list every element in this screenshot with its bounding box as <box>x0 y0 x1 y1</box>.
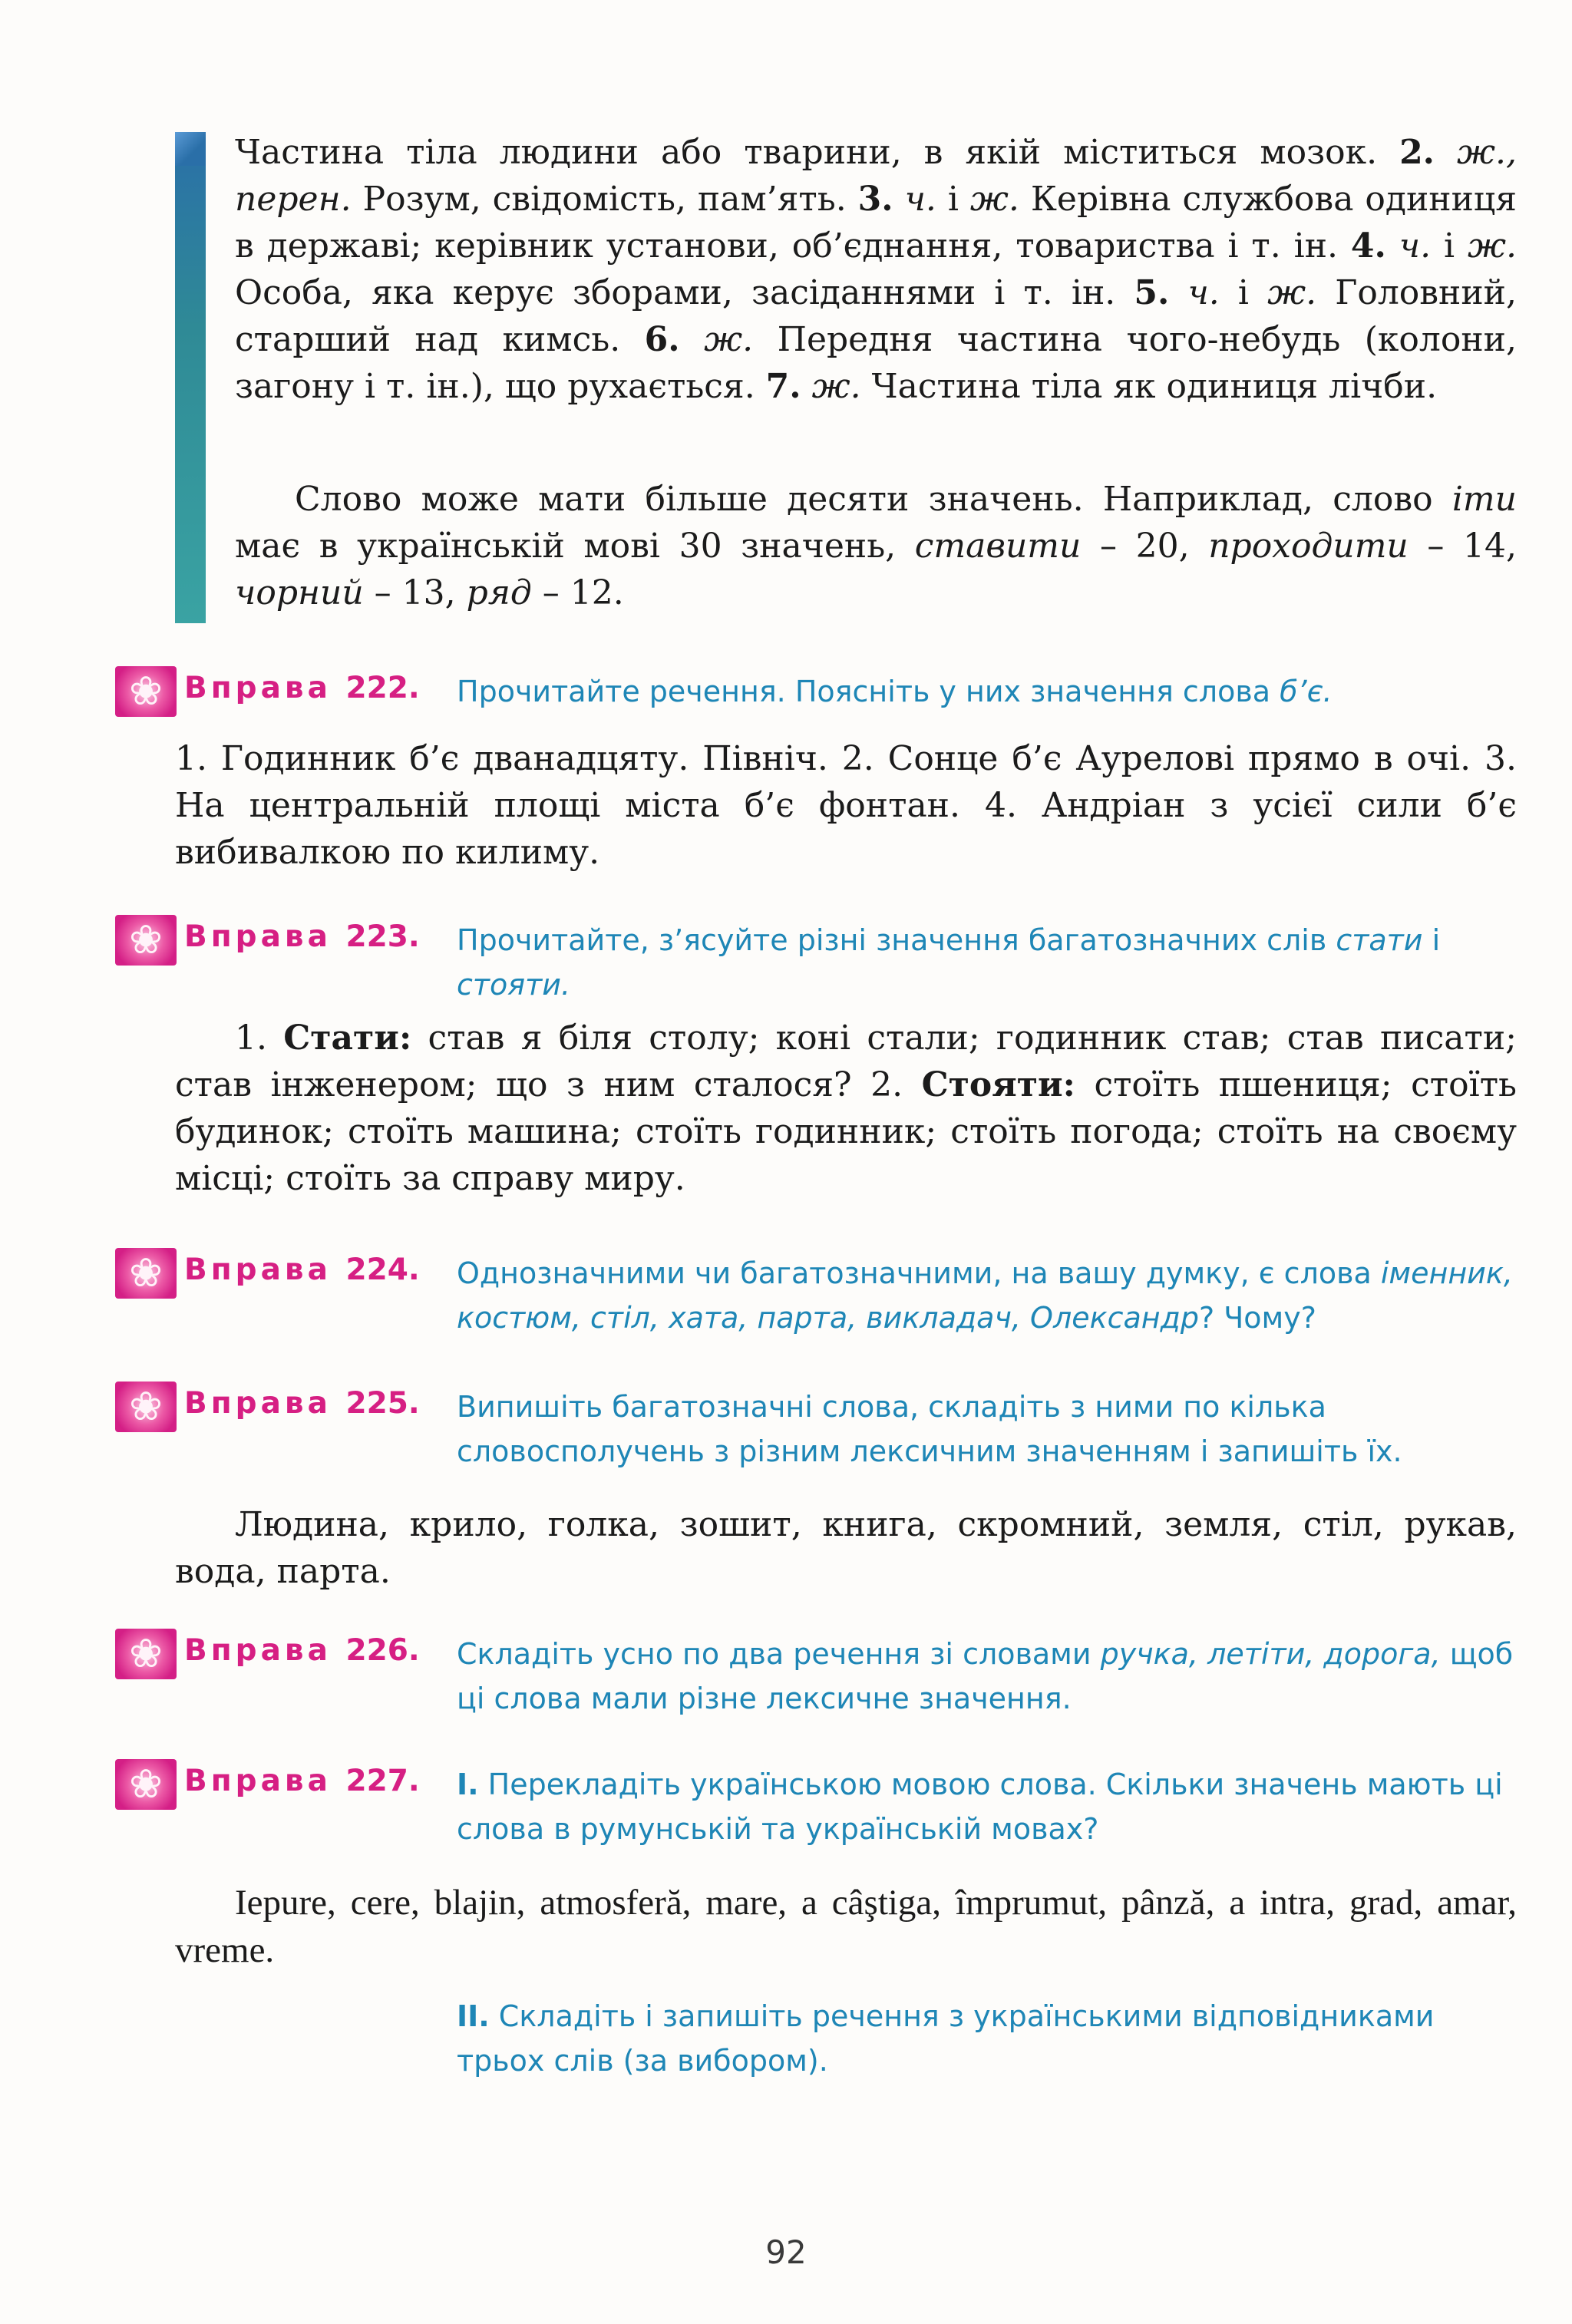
exercise-label: Вправа <box>184 1764 332 1798</box>
flower-icon <box>115 1382 177 1432</box>
exercise-number: 226. <box>345 1633 420 1668</box>
flower-icon <box>115 915 177 966</box>
paragraph-meanings: Слово може мати більше десяти значень. Наприклад, слово іти має в українській мові 30 значень, ставити – 20, проходити – 14, чорний – 13, ряд – 12. <box>235 480 1517 612</box>
exercise-number: 227. <box>345 1764 420 1798</box>
side-bar <box>175 132 206 623</box>
flower-icon <box>115 666 177 717</box>
exercise-223-header <box>115 915 1520 1007</box>
exercise-task: Прочитайте, з’ясуйте різні значення багатозначних слів стати і стояти. <box>457 923 1441 1002</box>
exercise-number: 224. <box>345 1253 420 1287</box>
exercise-task: Прочитайте речення. Поясніть у них значення слова б’є. <box>457 675 1333 708</box>
exercise-225-body: Людина, крило, голка, зошит, книга, скромний, земля, стіл, рукав, вода, парта. <box>175 1505 1517 1591</box>
exercise-227-words: Iepure, cere, blajin, atmosferă, mare, a câştiga, împrumut, pânză, a intra, grad, amar, vreme. <box>175 1883 1517 1970</box>
exercise-number: 225. <box>345 1386 420 1421</box>
exercise-number: 223. <box>345 919 420 954</box>
definition-text: Частина тіла людини або тварини, в якій міститься мозок. 2. ж., перен. Розум, свідомість, пам’ять. 3. ч. і ж. Керівна службова одиниця в державі; керівник установи, об’єднання, товариства і т. ін. 4. ч. і ж. Особа, яка керує зборами, засіданнями і т. ін. 5. ч. і ж. Головний, старший над кимсь. 6. ж. Передня частина чого-небудь (колони, загону і т. ін.), що рухається. 7. ж. Частина тіла як одиниця лічби. <box>235 133 1517 406</box>
exercise-task: Однозначними чи багатозначними, на вашу думку, є слова іменник, костюм, стіл, хата, парта, викладач, Олександр? Чому? <box>457 1256 1513 1335</box>
exercise-task: I. Перекладіть українською мовою слова. Скільки значень мають ці слова в румунській та українській мовах? <box>457 1768 1503 1846</box>
exercise-227-task-2: II. Складіть і запишіть речення з українськими відповідниками трьох слів (за вибором). <box>457 1999 1435 2078</box>
exercise-226-header <box>115 1629 1520 1721</box>
exercise-227-header <box>115 1759 1520 1851</box>
flower-icon <box>115 1248 177 1299</box>
exercise-label: Вправа <box>184 671 332 705</box>
exercise-label: Вправа <box>184 919 332 954</box>
exercise-223-body: 1. Стати: став я біля столу; коні стали; годинник став; став писати; став інженером; що з ним сталося? 2. Стояти: стоїть пшениця; стоїть будинок; стоїть машина; стоїть годинник; стоїть погода; стоїть на своєму місці; стоїть за справу миру. <box>175 1018 1517 1198</box>
page-number: 92 <box>765 2233 807 2271</box>
flower-icon <box>115 1759 177 1810</box>
exercise-task: Випишіть багатозначні слова, складіть з ними по кілька словосполучень з різним лексичним значенням і запишіть їх. <box>457 1390 1402 1468</box>
exercise-225-header <box>115 1382 1520 1474</box>
exercise-222-body: 1. Годинник б’є дванадцяту. Північ. 2. Сонце б’є Аурелові прямо в очі. 3. На центральній площі міста б’є фонтан. 4. Андріан з усієї сили б’є вибивалкою по килиму. <box>175 739 1517 872</box>
flower-icon <box>115 1629 177 1679</box>
exercise-label: Вправа <box>184 1253 332 1287</box>
exercise-label: Вправа <box>184 1386 332 1421</box>
exercise-task: Складіть усно по два речення зі словами ручка, летіти, дорога, щоб ці слова мали різне лексичне значення. <box>457 1637 1514 1715</box>
exercise-label: Вправа <box>184 1633 332 1668</box>
exercise-number: 222. <box>345 671 420 705</box>
exercise-224-header <box>115 1248 1520 1340</box>
